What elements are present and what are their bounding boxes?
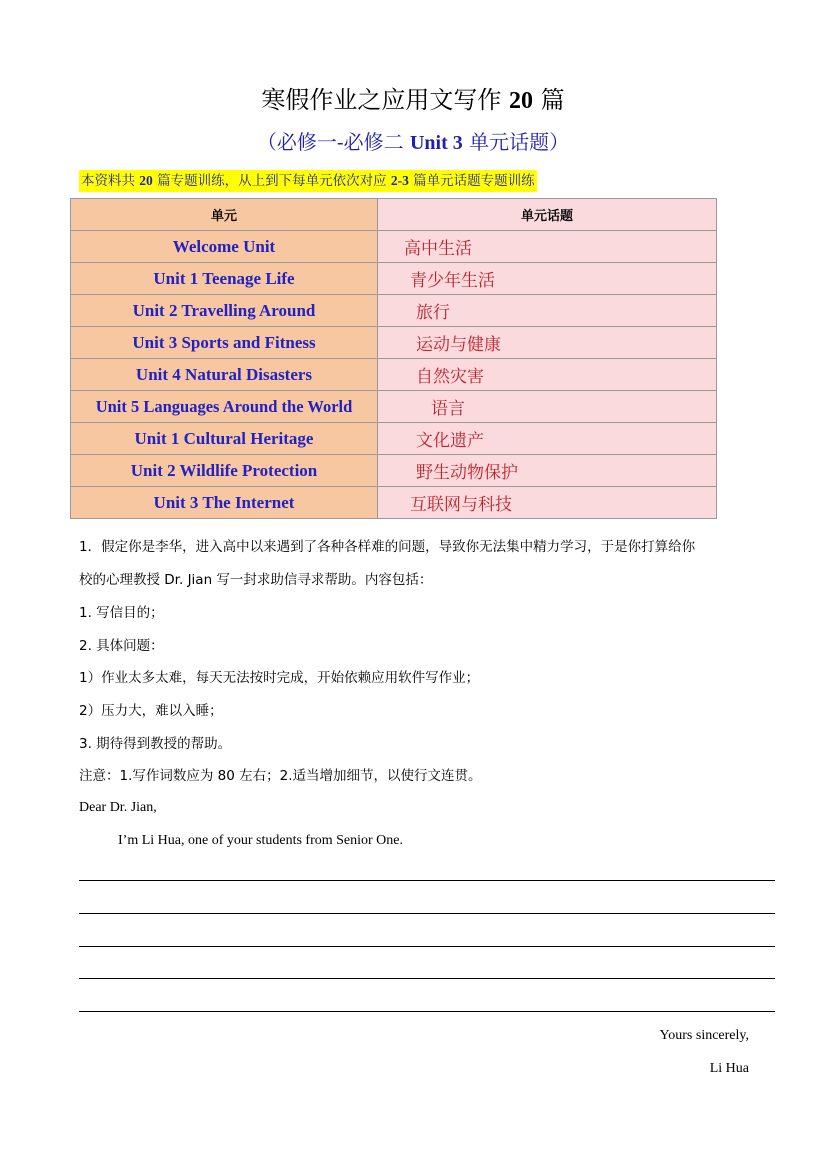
task-notice: 注意：1.写作词数应为 80 左右；2.适当增加细节，以使行文连贯。: [79, 768, 482, 784]
unit-name: Unit 3 The Internet: [153, 492, 295, 512]
unit-cell: [71, 263, 378, 295]
table-row: [71, 263, 717, 295]
table-row: [71, 455, 717, 487]
subtitle-unit: Unit 3: [409, 132, 463, 154]
unit-name: Unit 1 Cultural Heritage: [134, 428, 314, 448]
letter-opening: I’m Li Hua, one of your students from Senior One.: [118, 833, 403, 848]
page-subtitle: [0, 128, 826, 157]
writing-line: [79, 1011, 775, 1012]
topic-cell: [378, 263, 717, 295]
unit-cell: [71, 359, 378, 391]
topic-name: 青少年生活: [410, 271, 495, 291]
unit-cell: [71, 391, 378, 423]
writing-line: [79, 978, 775, 979]
table-row: [71, 423, 717, 455]
topic-name: 自然灾害: [416, 367, 484, 387]
topic-name: 运动与健康: [416, 335, 501, 355]
unit-cell: [71, 295, 378, 327]
topic-name: 野生动物保护: [416, 463, 518, 483]
note-number-1: 20: [139, 173, 153, 188]
table-row: [71, 359, 717, 391]
task-subpoint-1: 1）作业太多太难，每天无法按时完成，开始依赖应用软件写作业；: [79, 670, 480, 686]
table-row: [71, 391, 717, 423]
topic-cell: [378, 359, 717, 391]
note-text-1: 本资料共: [81, 173, 140, 189]
writing-line: [79, 913, 775, 914]
topic-cell: [378, 231, 717, 263]
unit-topic-table: [70, 198, 717, 519]
unit-cell: [71, 487, 378, 519]
title-prefix: 寒假作业之应用文写作: [261, 86, 509, 114]
topic-cell: [378, 487, 717, 519]
task-point-2: 2. 具体问题：: [79, 638, 164, 654]
unit-name: Unit 2 Wildlife Protection: [130, 460, 318, 480]
page-title: [0, 84, 826, 117]
unit-cell: [71, 327, 378, 359]
topic-name: 旅行: [416, 303, 450, 323]
writing-line: [79, 880, 775, 881]
task-point-3: 3. 期待得到教授的帮助。: [79, 736, 232, 752]
unit-name: Welcome Unit: [172, 236, 276, 256]
note-text-3: 篇单元话题专题训练: [408, 173, 535, 189]
unit-cell: [71, 455, 378, 487]
unit-name: Unit 4 Natural Disasters: [135, 364, 313, 384]
note-number-2: 2-3: [390, 173, 409, 188]
task-intro-line-2: 校的心理教授 Dr. Jian 写一封求助信寻求帮助。内容包括：: [79, 572, 433, 588]
table-row: [71, 295, 717, 327]
unit-cell: [71, 423, 378, 455]
letter-greeting: Dear Dr. Jian,: [79, 800, 157, 815]
header-unit: 单元: [71, 199, 378, 231]
header-topic: 单元话题: [378, 199, 717, 231]
unit-name: Unit 3 Sports and Fitness: [132, 332, 316, 352]
table-row: [71, 487, 717, 519]
topic-name: 语言: [431, 399, 465, 419]
unit-name: Unit 1 Teenage Life: [153, 268, 295, 288]
topic-cell: [378, 295, 717, 327]
title-suffix: 篇: [533, 86, 565, 114]
highlight-note: [79, 170, 537, 192]
topic-name: 高中生活: [404, 239, 472, 259]
topic-name: 互联网与科技: [410, 495, 512, 515]
table-row: [71, 327, 717, 359]
task-point-1: 1. 写信目的；: [79, 605, 164, 621]
topic-cell: [378, 423, 717, 455]
topic-cell: [378, 455, 717, 487]
table-row: [71, 231, 717, 263]
title-number: 20: [509, 88, 533, 114]
table-header-row: [71, 199, 717, 231]
subtitle-prefix: （必修一-必修二: [256, 130, 410, 154]
topic-cell: [378, 327, 717, 359]
topic-name: 文化遗产: [416, 431, 484, 451]
subtitle-suffix: 单元话题）: [462, 130, 570, 154]
task-intro-line-1: 1．假定你是李华，进入高中以来遇到了各种各样难的问题，导致你无法集中精力学习，于是你打算给你: [79, 539, 696, 555]
task-subpoint-2: 2）压力大，难以入睡；: [79, 703, 223, 719]
unit-name: Unit 5 Languages Around the World: [95, 396, 353, 416]
letter-signature: Li Hua: [709, 1061, 749, 1076]
letter-closing: Yours sincerely,: [659, 1028, 749, 1043]
topic-cell: [378, 391, 717, 423]
unit-cell: [71, 231, 378, 263]
writing-line: [79, 946, 775, 947]
unit-name: Unit 2 Travelling Around: [132, 300, 316, 320]
note-text-2: 篇专题训练，从上到下每单元依次对应: [152, 173, 391, 189]
